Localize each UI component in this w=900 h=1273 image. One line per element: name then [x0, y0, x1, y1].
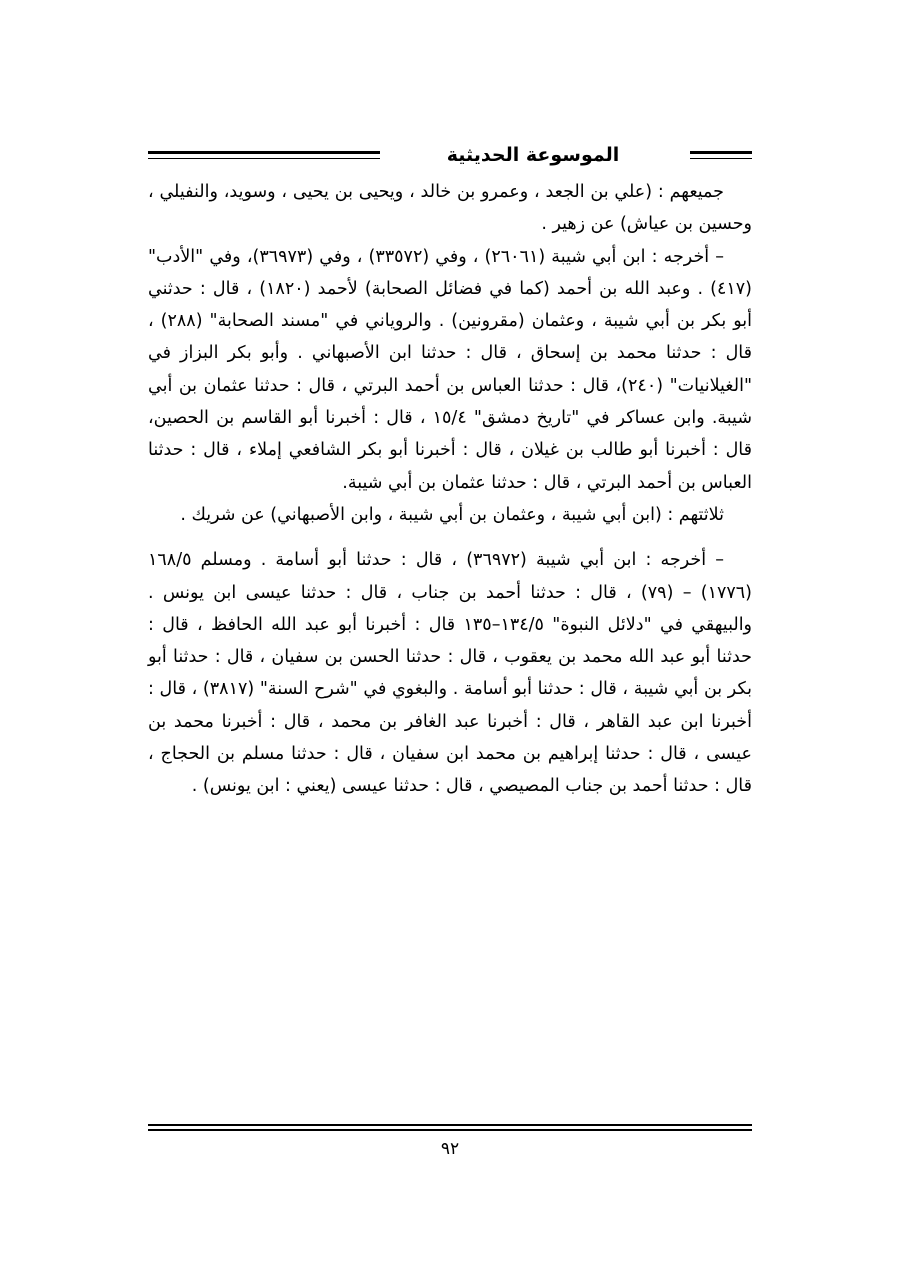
paragraph-4: – أخرجه : ابن أبي شيبة (٣٦٩٧٢) ، قال : حدثنا أبو أسامة . ومسلم ١٦٨/٥ (١٧٧٦) – (٧٩) ، قال : حدثنا أحمد بن جناب ، قال : حدثنا عيسى ابن يونس . والبيهقي في "دلائل النبوة" ١٣٤/٥–١٣٥ قال : أخبرنا أبو عبد الله الحافظ ، قال : حدثنا أبو عبد الله محمد بن يعقوب ، قال : حدثنا الحسن بن سفيان ، قال : حدثنا أبو بكر بن أبي شيبة ، قال : حدثنا أبو أسامة . والبغوي في "شرح السنة" (٣٨١٧) ، قال : أخبرنا ابن عبد القاهر ، قال : أخبرنا عبد الغافر بن محمد ، قال : أخبرنا محمد بن عيسى ، قال : حدثنا إبراهيم بن محمد ابن سفيان ، قال : حدثنا مسلم بن الحجاج ، قال : حدثنا أحمد بن جناب المصيصي ، قال : حدثنا عيسى (يعني : ابن يونس) .	[148, 550, 753, 797]
page-header	[148, 140, 752, 170]
header-rule-short	[690, 151, 752, 159]
main-text	[148, 176, 752, 803]
header-rule-long	[148, 151, 380, 159]
running-title: الموسوعة الحديثية	[446, 144, 620, 166]
paragraph-2: – أخرجه : ابن أبي شيبة (٢٦٠٦١) ، وفي (٣٣٥٧٢) ، وفي (٣٦٩٧٣)، وفي "الأدب" (٤١٧) . وعبد الله بن أحمد (كما في فضائل الصحابة) لأحمد (١٨٢٠) ، قال : حدثني أبو بكر بن أبي شيبة ، وعثمان (مقرونين) . والروياني في "مسند الصحابة" (٢٨٨) ، قال : حدثنا محمد بن إسحاق ، قال : حدثنا ابن الأصبهاني . وأبو بكر البزاز في "الغيلانيات" (٢٤٠)، قال : حدثنا العباس بن أحمد البرتي ، قال : حدثنا عثمان بن أبي شيبة. وابن عساكر في "تاريخ دمشق" ١٥/٤ ، قال : أخبرنا أبو القاسم بن الحصين، قال : أخبرنا أبو طالب بن غيلان ، قال : أخبرنا أبو بكر الشافعي إملاء ، قال : حدثنا العباس بن أحمد البرتي ، قال : حدثنا عثمان بن أبي شيبة.	[148, 246, 752, 493]
paragraph-1: جميعهم : (علي بن الجعد ، وعمرو بن خالد ، ويحيى بن يحيى ، وسويد، والنفيلي ، وحسين بن عياش) عن زهير .	[148, 182, 752, 235]
footer-rule	[148, 1124, 752, 1131]
paragraph-3: ثلاثتهم : (ابن أبي شيبة ، وعثمان بن أبي شيبة ، وابن الأصبهاني) عن شريك .	[180, 504, 724, 525]
page-number: ٩٢	[440, 1139, 460, 1159]
